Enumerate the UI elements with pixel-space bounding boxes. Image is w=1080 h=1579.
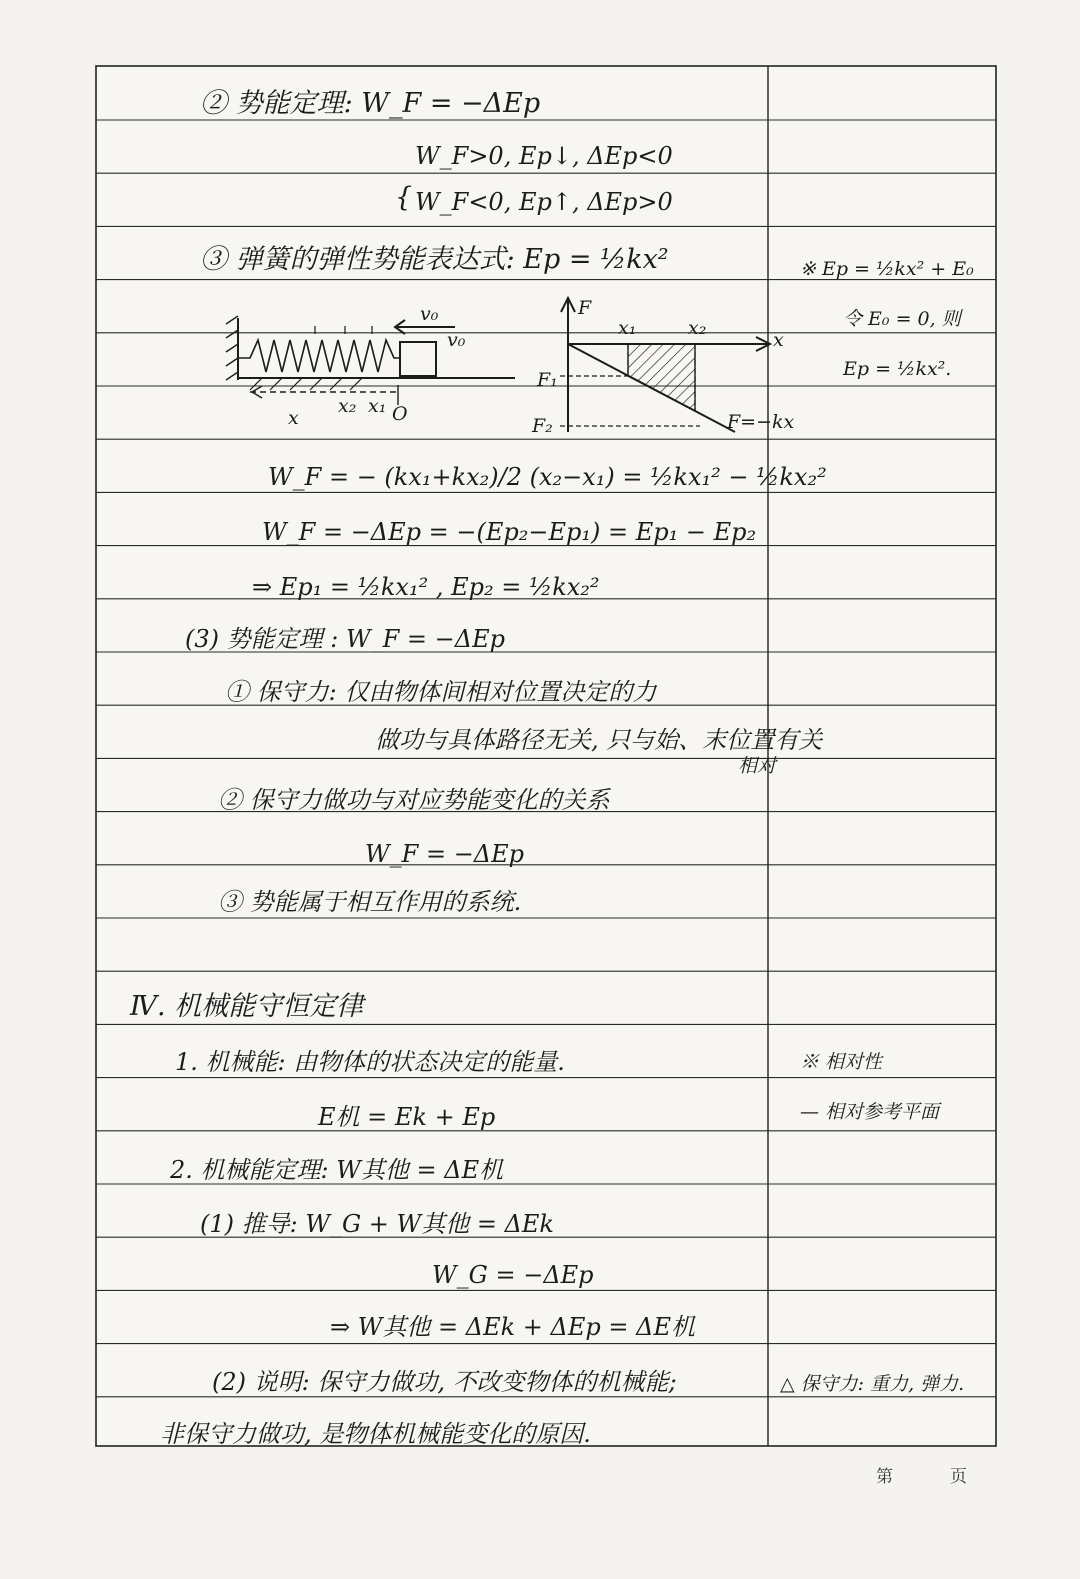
footer-di: 第 bbox=[876, 1467, 893, 1486]
line-work-derivation: W_F = − (kx₁+kx₂)/2 (x₂−x₁) = ½kx₁² − ½kx₂² bbox=[268, 463, 827, 491]
line-derivation: (1) 推导: W_G + W其他 = ΔEk bbox=[200, 1210, 554, 1238]
spring-label-x1: x₁ bbox=[368, 395, 387, 417]
line-mechanical-energy-theorem: 2. 机械能定理: W其他 = ΔE机 bbox=[170, 1156, 504, 1184]
spring-label-v0: v₀ bbox=[447, 329, 466, 351]
line-mechanical-energy-def: 1. 机械能: 由物体的状态决定的能量. bbox=[175, 1048, 565, 1076]
brace-icon: { bbox=[395, 182, 413, 213]
line-formula-wf: W_F = −ΔEp bbox=[365, 840, 525, 868]
line-mechanical-energy-sum: E机 = Ek + Ep bbox=[318, 1103, 496, 1131]
section-heading-mechanical-energy: Ⅳ. 机械能守恒定律 bbox=[130, 991, 364, 1022]
line-system-property: ③ 势能属于相互作用的系统. bbox=[218, 888, 522, 916]
graph-label-f2: F₂ bbox=[532, 415, 553, 437]
line-conservative-force: ① 保守力: 仅由物体间相对位置决定的力 bbox=[225, 678, 657, 706]
spring-label-x: x bbox=[288, 407, 299, 429]
line-nonconservative: 非保守力做功, 是物体机械能变化的原因. bbox=[160, 1420, 591, 1448]
margin-note-conservative-forces: △ 保守力: 重力, 弹力. bbox=[780, 1373, 965, 1395]
line-derivation-result: ⇒ W其他 = ΔEk + ΔEp = ΔE机 bbox=[330, 1313, 695, 1341]
graph-label-hooke-law: F=−kx bbox=[727, 411, 795, 433]
footer-ye: 页 bbox=[950, 1467, 967, 1486]
margin-note-ep-result: Ep = ½kx². bbox=[843, 358, 952, 380]
margin-note-zero-choice: 令 E₀ = 0, 则 bbox=[843, 308, 961, 330]
margin-note-ep-constant: ※ Ep = ½kx² + E₀ bbox=[800, 258, 974, 280]
line-case-negative: W_F<0, Ep↑, ΔEp>0 bbox=[415, 188, 673, 216]
graph-label-f: F bbox=[578, 297, 592, 319]
spring-label-origin: O bbox=[392, 403, 408, 425]
line-annotation-relative: 相对 bbox=[738, 755, 777, 777]
spring-label-v0-top: v₀ bbox=[420, 303, 439, 325]
graph-label-x2: x₂ bbox=[688, 317, 707, 339]
line-explanation: (2) 说明: 保守力做功, 不改变物体的机械能; bbox=[212, 1368, 677, 1396]
graph-label-f1: F₁ bbox=[537, 369, 558, 391]
graph-label-x: x bbox=[773, 329, 784, 351]
line-path-independence: 做功与具体路径无关, 只与始、末位置有关 bbox=[375, 726, 823, 754]
line-work-energy-relation: W_F = −ΔEp = −(Ep₂−Ep₁) = Ep₁ − Ep₂ bbox=[262, 518, 757, 546]
line-theorem-3: (3) 势能定理 : W_F = −ΔEp bbox=[185, 625, 505, 653]
line-potential-energy-theorem: ② 势能定理: W_F = −ΔEp bbox=[200, 88, 541, 119]
line-gravity-work: W_G = −ΔEp bbox=[432, 1261, 594, 1289]
spring-label-x2: x₂ bbox=[338, 395, 357, 417]
line-spring-result: ⇒ Ep₁ = ½kx₁² , Ep₂ = ½kx₂² bbox=[252, 573, 600, 601]
line-spring-energy-expression: ③ 弹簧的弹性势能表达式: Ep = ½kx² bbox=[200, 244, 669, 275]
line-work-energy-change: ② 保守力做功与对应势能变化的关系 bbox=[218, 786, 610, 814]
graph-label-x1: x₁ bbox=[618, 317, 637, 339]
margin-note-reference: — 相对参考平面 bbox=[800, 1101, 940, 1123]
margin-note-relativity: ※ 相对性 bbox=[800, 1051, 883, 1073]
line-case-positive: W_F>0, Ep↓, ΔEp<0 bbox=[415, 142, 673, 170]
